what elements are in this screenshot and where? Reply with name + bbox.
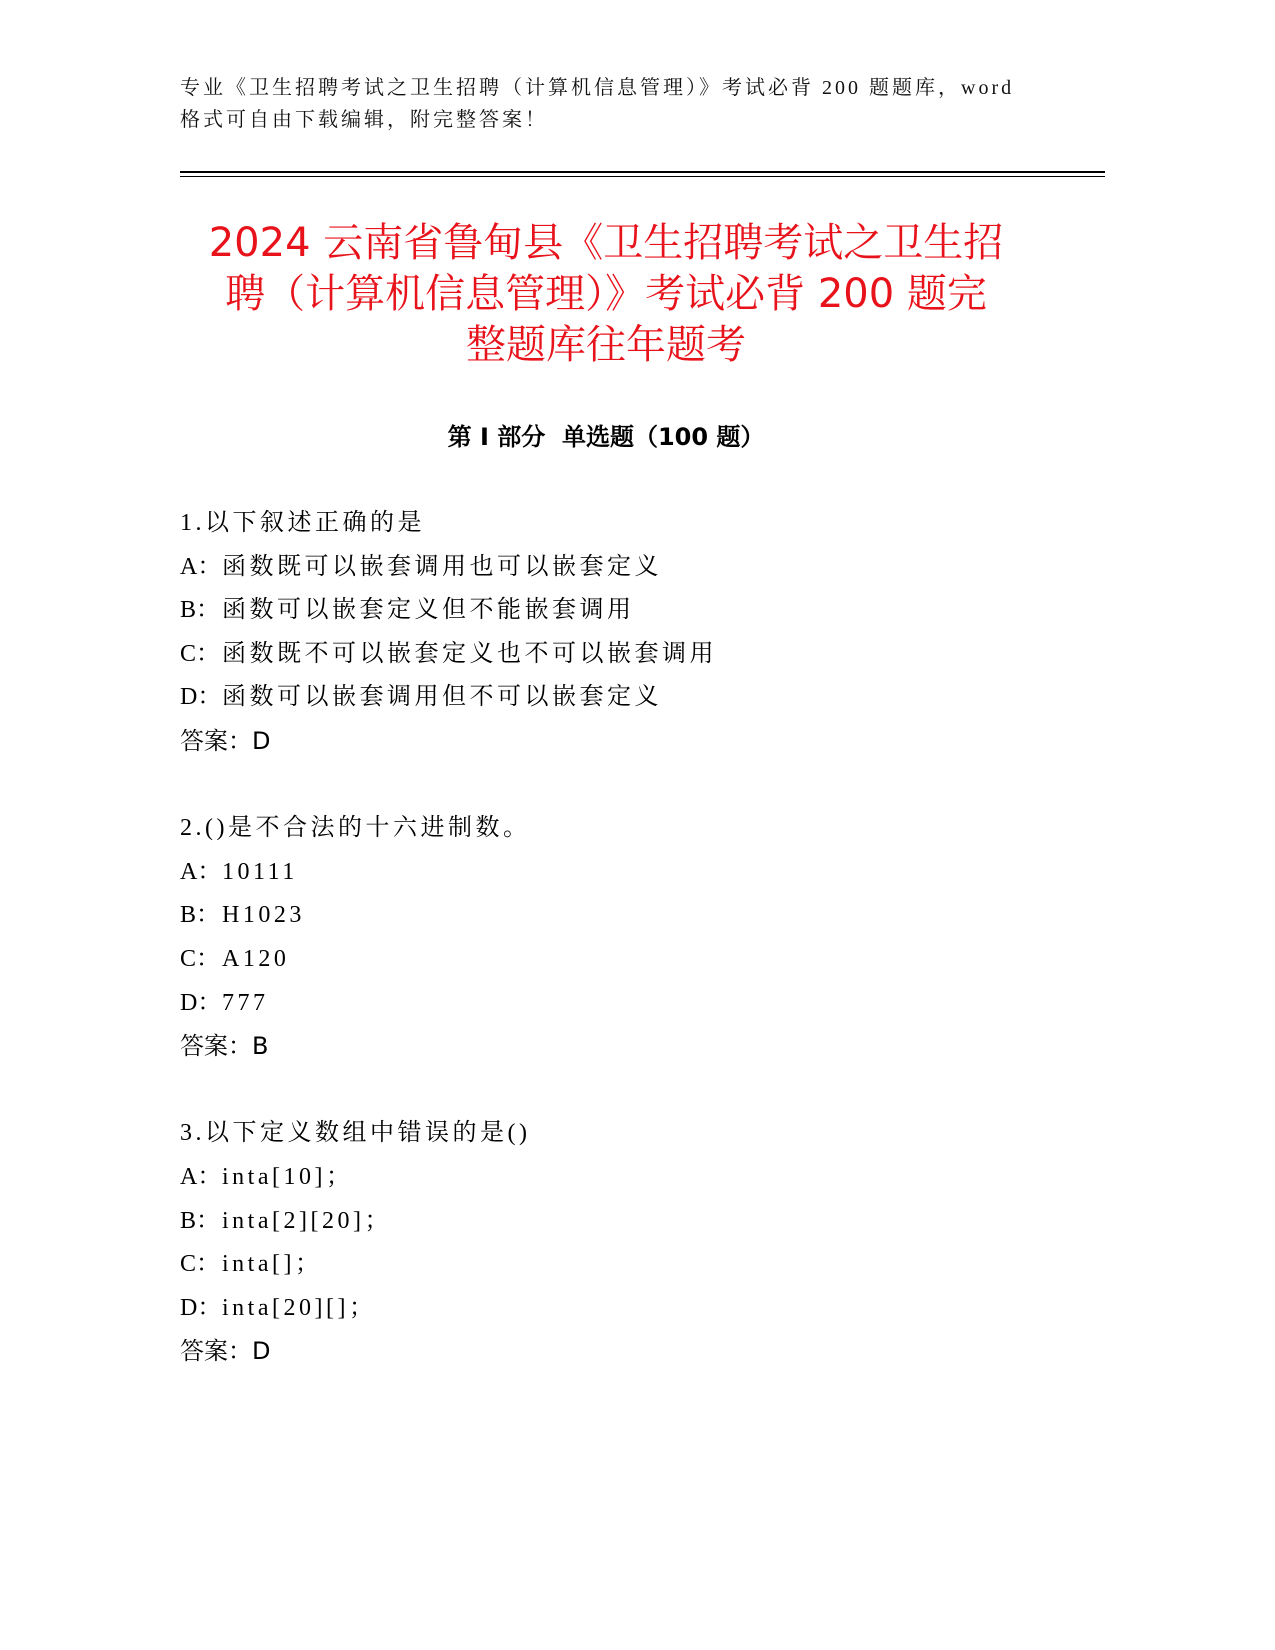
answer-label: 答案： [180,1337,252,1366]
option-item [180,1243,1105,1287]
option-label: B： [180,902,221,929]
question-block [180,1112,1105,1374]
question-block [180,807,1105,1069]
option-text: 函数既可以嵌套调用也可以嵌套定义 [222,553,662,580]
option-label: C： [180,640,221,667]
answer-value: D [252,726,271,755]
option-text: inta[2][20]； [222,1207,392,1234]
option-item [180,633,1105,677]
question-stem: 1.以下叙述正确的是 [180,510,425,536]
header-divider-thin [180,176,1105,177]
option-text: inta[20][]； [222,1294,377,1321]
header-line: 专业《卫生招聘考试之卫生招聘（计算机信息管理）》考试必背 200 题题库，word [180,77,1015,99]
header-line: 格式可自由下载编辑，附完整答案！ [180,109,548,131]
answer-line [180,1330,1105,1374]
option-label: D： [180,684,222,711]
answer-value: D [252,1337,271,1366]
option-text: 777 [222,989,269,1016]
option-item [180,1200,1105,1244]
option-item [180,982,1105,1026]
title-line: 整题库往年题考 [466,322,746,368]
document-title [180,218,1032,371]
option-item [180,676,1105,720]
option-text: inta[]； [222,1251,323,1278]
option-label: B： [180,597,221,624]
option-text: 函数可以嵌套定义但不能嵌套调用 [222,597,635,624]
option-text: 10111 [222,858,298,885]
header-divider-thick [180,171,1105,173]
option-item [180,938,1105,982]
option-item [180,894,1105,938]
question-list [180,502,1105,1417]
option-label: C： [180,1251,221,1278]
option-label: D： [180,1294,222,1321]
option-label: D： [180,989,222,1016]
option-item [180,1287,1105,1331]
answer-line [180,720,1105,764]
answer-label: 答案： [180,726,252,755]
option-label: A： [180,1163,222,1190]
option-item [180,1156,1105,1200]
title-line: 2024 云南省鲁甸县《卫生招聘考试之卫生招 [208,220,1004,266]
option-label: A： [180,553,222,580]
option-text: 函数既不可以嵌套定义也不可以嵌套调用 [222,640,717,667]
option-label: B： [180,1207,221,1234]
option-item [180,546,1105,590]
option-item [180,589,1105,633]
option-label: A： [180,858,222,885]
document-header [180,72,1014,136]
question-block [180,502,1105,764]
answer-line [180,1025,1105,1069]
question-stem: 2.()是不合法的十六进制数。 [180,815,531,842]
option-label: C： [180,945,221,972]
section-heading: 第 I 部分 单选题（100 题） [447,423,765,451]
option-text: H1023 [222,902,305,929]
answer-value: B [252,1032,269,1061]
title-line: 聘（计算机信息管理）》考试必背 200 题完 [225,271,987,317]
question-stem: 3.以下定义数组中错误的是() [180,1120,531,1147]
option-text: A120 [222,945,290,972]
option-text: inta[10]； [222,1163,354,1190]
option-item [180,851,1105,895]
answer-label: 答案： [180,1032,252,1061]
option-text: 函数可以嵌套调用但不可以嵌套定义 [222,684,662,711]
